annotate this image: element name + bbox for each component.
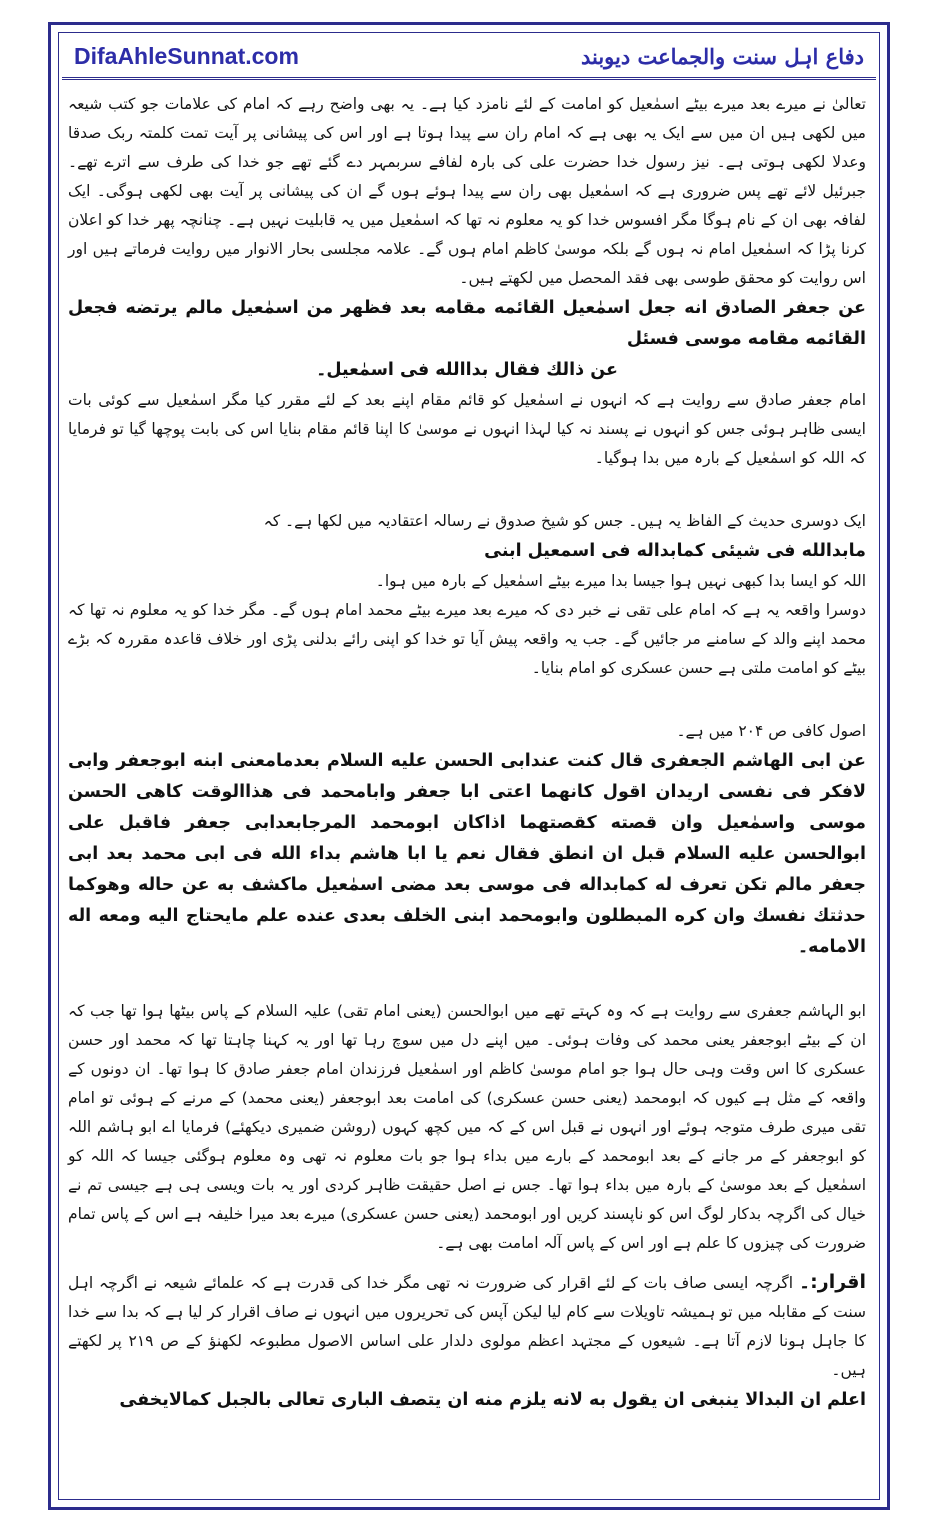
arabic-quote-jafar-end: عن ذالك فقال بداالله فى اسمٰعيل۔ xyxy=(316,360,618,380)
iqrar-label: اقرار:۔ xyxy=(799,1271,866,1293)
paragraph-second-hadith-intro: ایک دوسری حدیث کے الفاظ یہ ہیں۔ جس کو شیخ صدوق نے رسالہ اعتقادیہ میں لکھا ہے۔ کہ xyxy=(263,512,866,530)
arabic-quote-second-hadith: مابدالله فى شيئى كمابداله فى اسمعيل ابنى xyxy=(484,541,866,561)
document-body xyxy=(68,90,866,1416)
paragraph-second-hadith-translation: اللہ کو ایسا بدا کبھی نہیں ہوا جیسا بدا میرے بیٹے اسمٰعیل کے بارہ میں ہوا۔ xyxy=(375,572,866,590)
paragraph-second-incident: دوسرا واقعہ یہ ہے کہ امام علی تقی نے خبر دی کہ میرے بعد میرے بیٹے محمد امام ہوں گے۔ مگر خدا کو یہ معلوم نہ تھا کہ محمد اپنے والد کے سامنے مر جائیں گے۔ جب یہ واقعہ پیش آیا تو خدا کو اپنی رائے بدلنی پڑی اور خلاف قاعدہ مقررہ کہ بڑے بیٹے کو امامت ملتی ہے حسن عسکری کو امام بنایا۔ xyxy=(68,601,866,677)
paragraph-usul-kafi-ref: اصول کافی ص ۲۰۴ میں ہے۔ xyxy=(676,722,866,740)
site-title: دفاع اہل سنت والجماعت دیوبند xyxy=(580,44,864,69)
iqrar-text: اگرچہ ایسی صاف بات کے لئے اقرار کی ضرورت نہ تھی مگر خدا کی قدرت ہے کہ علمائے شیعہ نے اگرچہ اہل سنت کے مقابلہ میں تو ہمیشہ تاویلات سے کام لیا لیکن آپس کی تحریروں میں انہوں نے صاف اقرار کر لیا ہے کہ بدا سے خدا کا جاہل ہونا لازم آتا ہے۔ شیعوں کے مجتہد اعظم مولوی دلدار علی اساس الاصول مطبوعہ لکھنؤ کے ص ۲۱۹ پر لکھتے ہیں۔ xyxy=(68,1274,866,1379)
page-header xyxy=(62,36,876,80)
arabic-quote-asas-al-usul: اعلم ان البدالا ينبغى ان يقول به لانه يلزم منه ان يتصف البارى تعالى بالجبل كمالايخفى xyxy=(119,1390,866,1410)
paragraph-translation-jafar: امام جعفر صادق سے روایت ہے کہ انہوں نے اسمٰعیل کو قائم مقام اپنے بعد کے لئے مقرر کیا مگر اسمٰعیل سے کوئی بات ایسی ظاہر ہوئی جس کو انہوں نے پسند نہ کیا لہذا انہوں نے موسیٰ کا اپنا قائم مقام بنایا اس کی بابت پوچھا گیا تو فرمایا کہ اللہ کو اسمٰعیل کے بارہ میں بدا ہوگیا۔ xyxy=(68,391,866,467)
paragraph-abu-hashim-translation: ابو الہاشم جعفری سے روایت ہے کہ وہ کہتے تھے میں ابوالحسن (یعنی امام تقی) علیہ السلام کے پاس بیٹھا ہوا تھا جب کہ ان کے بیٹے ابوجعفر یعنی محمد کی وفات ہوئی۔ میں اپنے دل میں سوچ رہا تھا اور یہ کہنا چاہتا تھا کہ محمد اور حسن عسکری کا اس وقت وہی حال ہوا جو امام موسیٰ کاظم اور اسمٰعیل فرزندان امام جعفر صادق کا ہوا تھا۔ ان دونوں کے واقعہ کے مثل ہے کیوں کہ ابومحمد (یعنی حسن عسکری) کی امامت بعد ابوجعفر (یعنی محمد) کے مرنے کے ہوئی تو امام تقی میری طرف متوجہ ہوئے اور انہوں نے قبل اس کے کہ میں کچھ کہوں (روشن ضمیری دیکھئے) فرمایا اے ابو ہاشم اللہ کو ابوجعفر کے مر جانے کے بعد ابومحمد کے بارے میں بداء ہوا جو بات معلوم نہ تھی وہ معلوم ہوگئی جیسا کہ اللہ کو اسمٰعیل کے بعد موسیٰ کے بارہ میں بداء ہوا تھا۔ جس نے اصل حقیقت ظاہر کردی اور یہ بات ویسی ہی ہے جیسی تم نے خیال کی اگرچہ بدکار لوگ اس کو ناپسند کریں اور ابومحمد (یعنی حسن عسکری) میرے بعد میرا خلیفہ ہے اس کے پاس تمام ضرورت کی چیزوں کا علم ہے اور اس کے پاس آلہ امامت بھی ہے۔ xyxy=(68,1002,866,1252)
site-url[interactable]: DifaAhleSunnat.com xyxy=(74,43,299,69)
paragraph-imam-ismail: تعالیٰ نے میرے بعد میرے بیٹے اسمٰعیل کو امامت کے لئے نامزد کیا ہے۔ یہ بھی واضح رہے کہ امام کی علامات جو کتب شیعہ میں لکھی ہیں ان میں سے ایک یہ بھی ہے کہ امام ران سے پیدا ہوتا ہے اور اس کی پیشانی پر آیت تمت کلمتہ ربک صدقا وعدلا لکھی ہوتی ہے۔ نیز رسول خدا حضرت علی کی بارہ لفافے سربمہر دے گئے تھے جو خدا کی طرف سے اترے تھے۔ جبرئیل لائے تھے پس ضروری ہے کہ اسمٰعیل بھی ران سے پیدا ہوئے ہوں گے ان کی پیشانی پر آیت بھی لکھی ہوگی۔ ایک لفافہ بھی ان کے نام ہوگا مگر افسوس خدا کو یہ معلوم نہ تھا کہ اسمٰعیل میں یہ قابلیت نہیں ہے۔ چنانچہ پھر خدا کو اعلان کرنا پڑا کہ اسمٰعیل امام نہ ہوں گے بلکہ موسیٰ کاظم امام ہوں گے۔ علامہ مجلسی بحار الانوار میں روایت فرماتے ہیں اور اس روایت کو محقق طوسی بھی فقد المحصل میں لکھتے ہیں۔ xyxy=(68,95,866,287)
arabic-quote-abu-hashim: عن ابى الهاشم الجعفرى قال كنت عندابى الحسن عليه السلام بعدمامعنى ابنه ابوجعفر وابى لافكر فى نفسى اريدان اقول كانهما اعتى ابا جعفر وابامحمد فى هذاالوقت كاهى الحسن موسى واسمٰعيل وان قصته كقصتهما اذاكان ابومحمد المرجابعدابى جعفر فاقبل على ابوالحسن عليه السلام قبل ان انطق فقال نعم يا ابا هاشم بداء الله فى ابى محمد بعد ابى جعفر مالم تكن تعرف له كمابداله فى موسى بعد مضى اسمٰعيل ماكشف به عن حاله وهوكما حدثتك نفسك وان كره المبطلون وابومحمد ابنى الخلف بعدى عنده علم مايحتاج اليه ومعه اله الامامه۔ xyxy=(68,751,866,957)
arabic-quote-jafar: عن جعفر الصادق انه جعل اسمٰعيل القائمه مقامه بعد فظهر من اسمٰعيل مالم يرتضه فجعل القائمه مقامه موسى فسئل xyxy=(68,298,866,349)
paragraph-iqrar xyxy=(68,1268,866,1385)
